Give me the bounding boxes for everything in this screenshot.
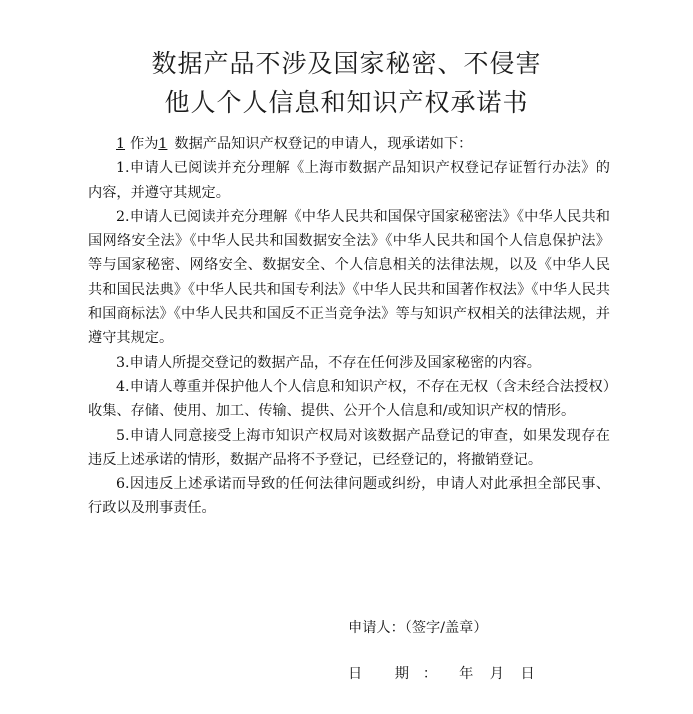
commitment-item-3: 3.申请人所提交登记的数据产品，不存在任何涉及国家秘密的内容。	[116, 354, 541, 371]
document-body	[88, 132, 610, 521]
commitment-item-4: 4.申请人尊重并保护他人个人信息和知识产权，不存在无权（含未经合法授权）收集、存储、使用、加工、传输、提供、公开个人信息和/或知识产权的情形。	[88, 378, 610, 420]
date-label: 日 期：	[348, 666, 452, 682]
applicant-signature-line: 申请人：（签字/盖章）	[348, 620, 488, 636]
commitment-item-2: 2.申请人已阅读并充分理解《中华人民共和国保守国家秘密法》《中华人民共和国网络安全法》《中华人民共和国数据安全法》《中华人民共和国个人信息保护法》等与国家秘密、网络安全、数据安全、个人信息相关的法律法规，以及《中华人民共和国民法典》《中华人民共和国专利法》《中华人民共和国著作权法》《中华人民共和国商标法》《中华人民共和国反不正当竞争法》等与知识产权相关的法律法规，并遵守其规定。	[88, 208, 610, 347]
document-title-line-2: 他人个人信息和知识产权承诺书	[164, 88, 529, 117]
intro-text-a: 作为	[130, 136, 159, 152]
applicant-blank: 1	[116, 136, 126, 152]
commitment-item-6: 6.因违反上述承诺而导致的任何法律问题或纠纷，申请人对此承担全部民事、行政以及刑事责任。	[88, 476, 610, 517]
commitment-item-1: 1.申请人已阅读并充分理解《上海市数据产品知识产权登记存证暂行办法》的内容，并遵守其规定。	[88, 160, 610, 201]
intro-text-b: 数据产品知识产权登记的申请人，现承诺如下：	[174, 136, 473, 152]
document-title-line-1: 数据产品不涉及国家秘密、不侵害	[151, 49, 542, 78]
product-blank: 1	[158, 136, 168, 152]
commitment-item-5: 5.申请人同意接受上海市知识产权局对该数据产品登记的审查，如果发现存在违反上述承诺的情形，数据产品将不予登记，已经登记的，将撤销登记。	[88, 427, 610, 468]
date-fields: 年 月 日	[459, 666, 541, 682]
intro-paragraph	[88, 132, 610, 156]
date-line	[348, 663, 541, 683]
